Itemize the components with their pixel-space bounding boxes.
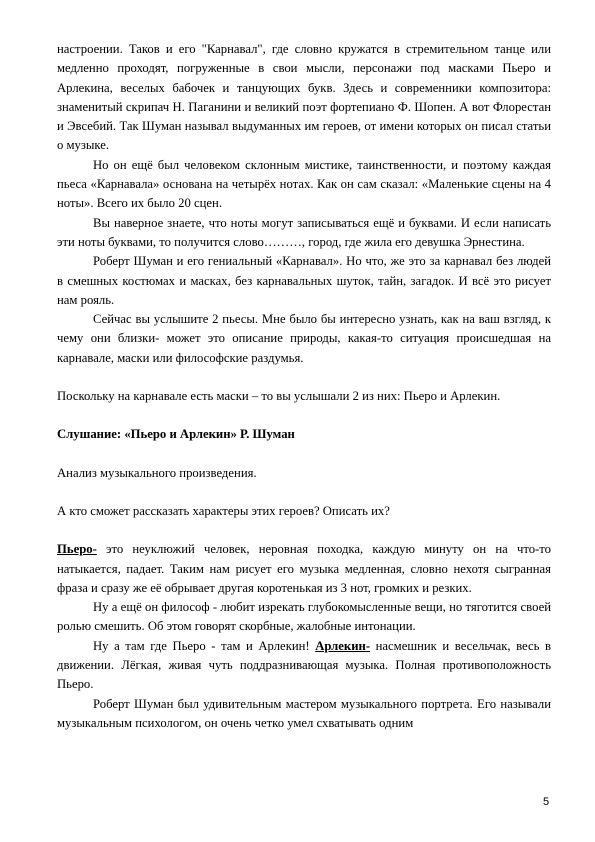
paragraph-carnaval-intro: настроении. Таков и его "Карнавал", где словно кружатся в стремительном танце или медленно проходят, погруженные в свои мысли, персонажи под масками Пьеро и Арлекина, веселых бабочек и танцующих букв. Здесь и современники композитора: знаменитый скрипач Н. Паганини и великий поэт фортепиано Ф. Шопен. А вот Флорестан и Эвсебий. Так Шуман называл выдуманных им героев, от имени которых он писал статьи о музыке. [57, 42, 551, 153]
paragraph-philosopher: Ну а ещё он философ - любит изрекать глубокомысленные вещи, но тяготится своей ролью смешить. Об этом говорят скорбные, жалобные интонации. [57, 600, 551, 634]
paragraph-notes-letters: Вы наверное знаете, что ноты могут записываться ещё и буквами. И если написать эти ноты буквами, то получится слово………, город, где жила его девушка Эрнестина. [57, 215, 551, 249]
page-number: 5 [543, 796, 550, 808]
paragraph-masks: Поскольку на карнавале есть маски – то вы услышали 2 из них: Пьеро и Арлекин. [57, 389, 501, 404]
term-pierrot: Пьеро- [57, 542, 97, 557]
paragraph-pierrot [57, 540, 551, 598]
paragraph-mysticism: Но он ещё был человеком склонным мистике, таинственности, и поэтому каждая пьеса «Карнавала» основана на четырёх нотах. Как он сам сказал: «Маленькие сцены на 4 ноты». Всего их было 20 сцен. [57, 157, 551, 211]
listening-heading: Слушание: «Пьеро и Арлекин» Р. Шуман [57, 427, 295, 442]
page-body [57, 40, 551, 733]
harlequin-description: насмешник и весельчак, весь в движении. Лёгкая, живая чуть поддразнивающая музыка. Полная противоположность Пьеро. [57, 638, 551, 692]
paragraph-question: А кто сможет рассказать характеры этих героев? Описать их? [57, 503, 390, 518]
paragraph-genius-carnaval: Роберт Шуман и его гениальный «Карнавал». Но что, же это за карнавал без людей в смешных костюмах и масках, без карнавальных шуток, тайн, загадок. И всё это рисует нам рояль. [57, 254, 551, 307]
paragraph-analysis: Анализ музыкального произведения. [57, 465, 257, 480]
paragraph-harlequin [57, 637, 551, 695]
paragraph-two-pieces: Сейчас вы услышите 2 пьесы. Мне было бы интересно узнать, как на ваш взгляд, к чему они близки- может это описание природы, какая-то ситуация происшедшая на карнавале, маски или философские раздумья. [57, 312, 551, 365]
paragraph-portrait-master: Роберт Шуман был удивительным мастером музыкального портрета. Его называли музыкальным психологом, он очень четко умел схватывать одним [57, 696, 551, 730]
term-harlequin: Арлекин- [315, 638, 371, 653]
harlequin-intro: Ну а там где Пьеро - там и Арлекин! [93, 638, 316, 653]
pierrot-description: это неуклюжий человек, неровная походка, каждую минуту он на что-то натыкается, падает. Таким нам рисует его музыка медленная, словно нехотя сыгранная фраза и сразу же её обрывает другая коротенькая из 3 нот, громких и резких. [57, 542, 551, 595]
